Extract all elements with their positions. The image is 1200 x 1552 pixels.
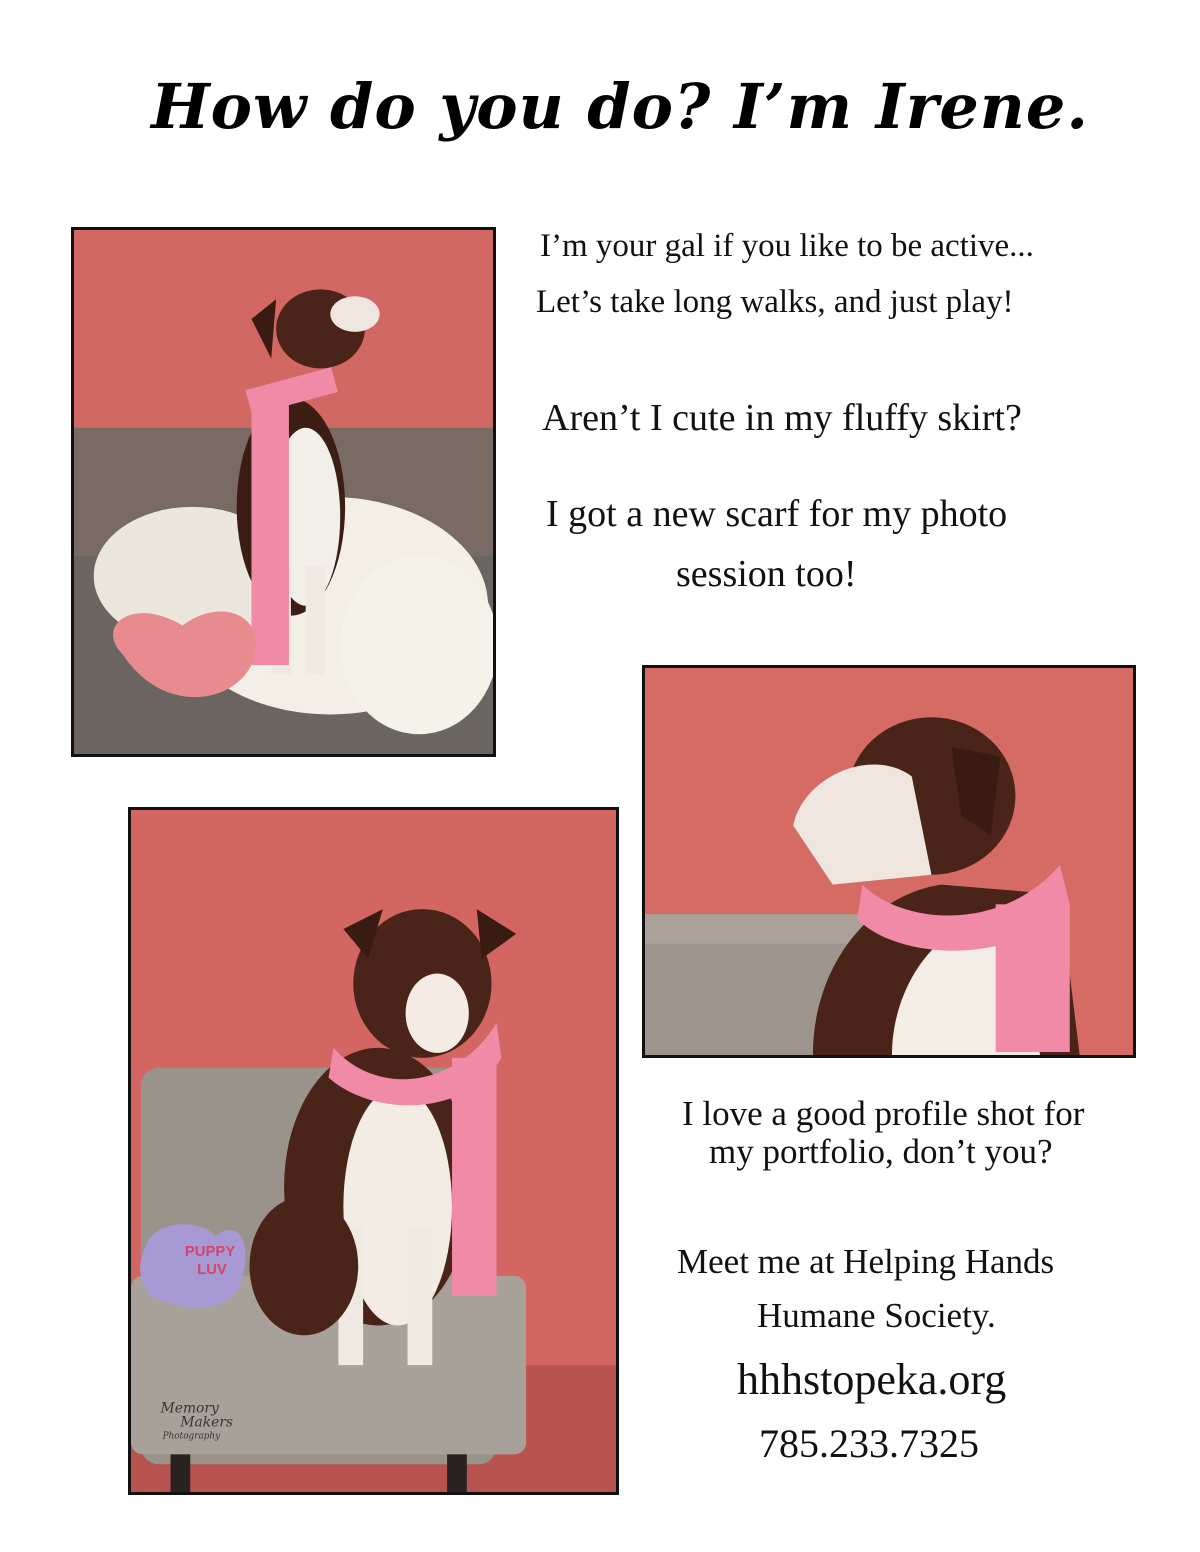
intro-line-2: Let’s take long walks, and just play! <box>536 284 1014 320</box>
photo-fluffy-skirt <box>71 227 496 757</box>
contact-line-1: Meet me at Helping Hands <box>677 1242 1055 1281</box>
profile-line-2: my portfolio, don’t you? <box>709 1132 1053 1171</box>
pillow-text-puppy: PUPPY <box>184 1244 236 1261</box>
watermark-makers: Makers <box>180 1414 234 1431</box>
scarf-line-2: session too! <box>676 553 857 595</box>
watermark-photography: Photography <box>162 1431 221 1442</box>
intro-line-1: I’m your gal if you like to be active... <box>540 228 1034 264</box>
photo-profile <box>642 665 1136 1058</box>
page-title: How do you do? I’m Irene. <box>151 70 1089 143</box>
watermark-memory: Memory <box>160 1400 219 1417</box>
photo-chair <box>128 807 619 1495</box>
contact-line-2: Humane Society. <box>757 1296 996 1335</box>
scarf-line-1: I got a new scarf for my photo <box>546 493 1008 535</box>
phone-number[interactable]: 785.233.7325 <box>759 1421 979 1466</box>
website-link[interactable]: hhhstopeka.org <box>737 1355 1007 1404</box>
pillow-text-luv: LUV <box>197 1261 227 1278</box>
skirt-text: Aren’t I cute in my fluffy skirt? <box>542 397 1022 439</box>
profile-line-1: I love a good profile shot for <box>682 1094 1085 1133</box>
